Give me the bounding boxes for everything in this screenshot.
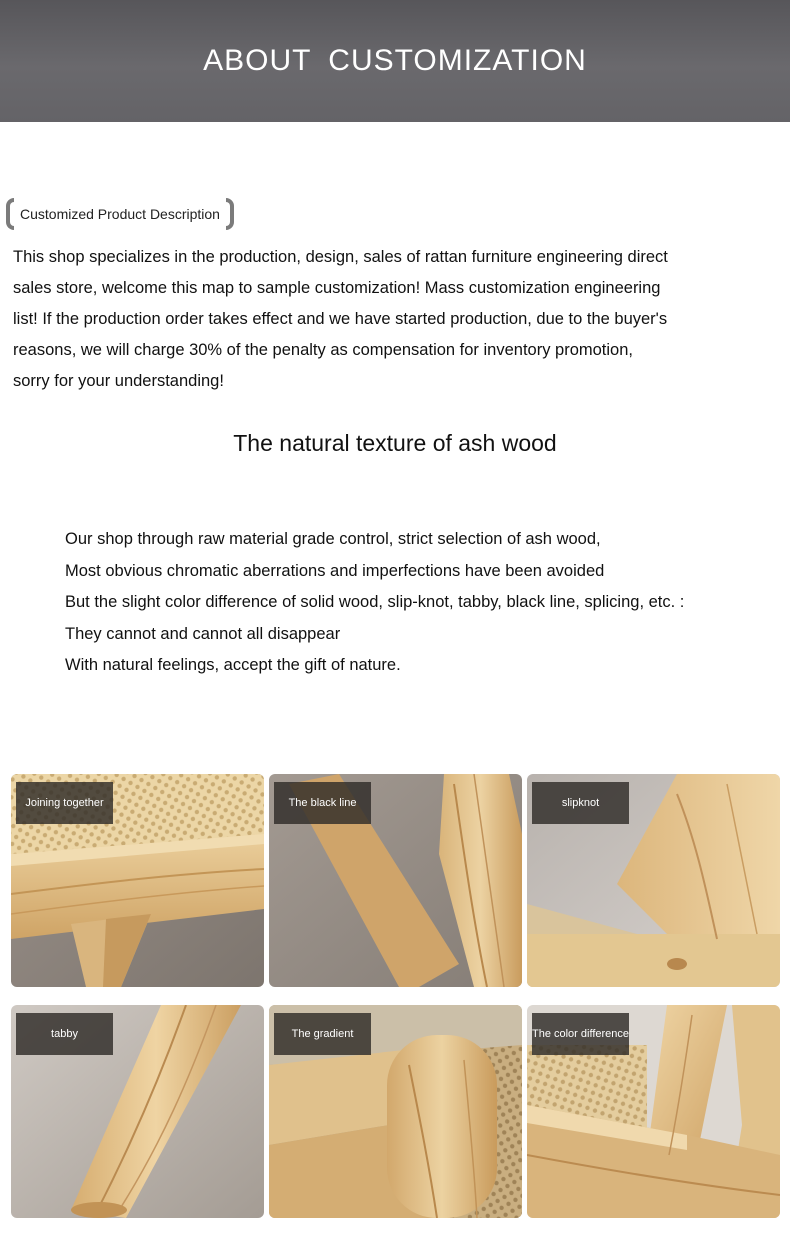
gallery-tile-tabby <box>11 1005 264 1218</box>
gallery-tag: Joining together <box>16 782 113 824</box>
intro-line: This shop specializes in the production, design, sales of rattan furniture engineering direct <box>13 248 668 266</box>
intro-line: reasons, we will charge 30% of the penalty as compensation for inventory promotion, <box>13 341 633 359</box>
section-label-text: Customized Product Description <box>20 206 220 222</box>
texture-line: Our shop through raw material grade control, strict selection of ash wood, <box>65 530 601 548</box>
gallery-tile-joining <box>11 774 264 987</box>
texture-line: With natural feelings, accept the gift of nature. <box>65 656 401 674</box>
gallery-tag: slipknot <box>532 782 629 824</box>
banner-title: ABOUT CUSTOMIZATION <box>203 44 587 77</box>
gallery-tile-black-line <box>269 774 522 987</box>
gallery-tile-gradient <box>269 1005 522 1218</box>
intro-line: sorry for your understanding! <box>13 372 224 390</box>
page-banner <box>0 0 790 122</box>
texture-line: They cannot and cannot all disappear <box>65 624 341 643</box>
intro-line: list! If the production order takes effect and we have started production, due to the buyer's <box>13 310 668 328</box>
gallery-tag: tabby <box>16 1013 113 1055</box>
texture-heading: The natural texture of ash wood <box>233 430 557 456</box>
intro-paragraph <box>13 242 753 397</box>
texture-line: Most obvious chromatic aberrations and imperfections have been avoided <box>65 561 605 580</box>
gallery-tile-color-difference <box>527 1005 780 1218</box>
right-bracket-icon <box>226 198 234 230</box>
gallery-tag: The gradient <box>274 1013 371 1055</box>
texture-paragraph <box>65 524 765 682</box>
intro-line: sales store, welcome this map to sample customization! Mass customization engineering <box>13 279 661 297</box>
gallery-tile-slipknot <box>527 774 780 987</box>
left-bracket-icon <box>6 198 14 230</box>
texture-line: But the slight color difference of solid wood, slip-knot, tabby, black line, splicing, etc. : <box>65 593 685 611</box>
gallery-tag: The black line <box>274 782 371 824</box>
gallery-tag: The color difference <box>532 1013 629 1055</box>
section-label <box>6 197 234 231</box>
